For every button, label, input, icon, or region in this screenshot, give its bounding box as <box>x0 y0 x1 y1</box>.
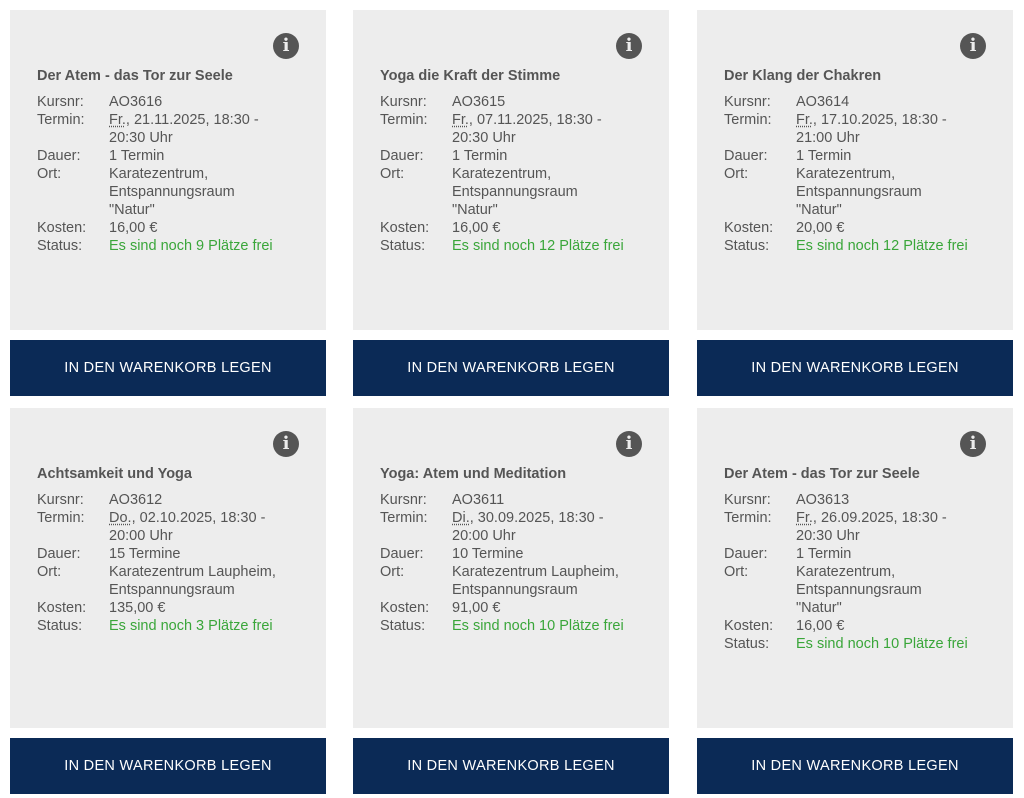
ort-line: "Natur" <box>109 202 155 218</box>
ort-line: "Natur" <box>452 202 498 218</box>
info-icon[interactable]: i <box>273 431 299 457</box>
course-card <box>10 10 326 396</box>
termin-end: 20:00 Uhr <box>452 528 516 544</box>
ort-label: Ort: <box>380 166 405 182</box>
course-details <box>724 93 993 255</box>
course-title: Der Atem - das Tor zur Seele <box>37 68 233 84</box>
course-details <box>380 93 649 255</box>
dauer-value: 1 Termin <box>109 148 165 164</box>
termin-label: Termin: <box>724 112 772 128</box>
kosten-label: Kosten: <box>724 220 774 236</box>
course-card-body <box>353 10 669 330</box>
ort-value <box>452 563 649 599</box>
dauer-label: Dauer: <box>380 546 424 562</box>
kursnr-value: AO3612 <box>109 492 163 508</box>
termin-start: , 21.11.2025, 18:30 - <box>125 112 259 128</box>
course-card-body <box>697 408 1013 728</box>
termin-end: 20:30 Uhr <box>796 528 860 544</box>
course-title: Achtsamkeit und Yoga <box>37 466 192 482</box>
course-card <box>353 408 669 794</box>
ort-value <box>796 563 993 617</box>
ort-line: Entspannungsraum <box>109 582 235 598</box>
kursnr-label: Kursnr: <box>37 94 84 110</box>
ort-label: Ort: <box>724 564 749 580</box>
termin-end: 20:30 Uhr <box>109 130 173 146</box>
add-to-cart-button[interactable]: IN DEN WARENKORB LEGEN <box>697 340 1013 396</box>
info-icon[interactable]: i <box>616 33 642 59</box>
termin-value <box>452 111 649 147</box>
kosten-value: 16,00 € <box>109 220 158 236</box>
termin-value <box>109 111 306 147</box>
kursnr-label: Kursnr: <box>37 492 84 508</box>
dauer-label: Dauer: <box>724 148 768 164</box>
info-icon[interactable]: i <box>960 33 986 59</box>
ort-label: Ort: <box>37 564 62 580</box>
status-label: Status: <box>37 618 83 634</box>
termin-value <box>109 509 306 545</box>
ort-line: "Natur" <box>796 600 842 616</box>
ort-line: Entspannungsraum <box>452 582 578 598</box>
dauer-value: 1 Termin <box>452 148 508 164</box>
course-card-body <box>10 408 326 728</box>
ort-line: Karatezentrum Laupheim, <box>109 564 276 580</box>
status-value: Es sind noch 3 Plätze frei <box>109 618 273 634</box>
termin-end: 21:00 Uhr <box>796 130 860 146</box>
kosten-label: Kosten: <box>37 220 87 236</box>
ort-line: Karatezentrum, <box>796 166 896 182</box>
termin-weekday: Fr. <box>796 112 813 128</box>
course-card <box>697 10 1013 396</box>
termin-label: Termin: <box>380 112 428 128</box>
status-value: Es sind noch 12 Plätze frei <box>452 238 624 254</box>
add-to-cart-button[interactable]: IN DEN WARENKORB LEGEN <box>10 738 326 794</box>
ort-line: Karatezentrum, <box>452 166 552 182</box>
kosten-value: 16,00 € <box>452 220 501 236</box>
ort-label: Ort: <box>37 166 62 182</box>
add-to-cart-button[interactable]: IN DEN WARENKORB LEGEN <box>10 340 326 396</box>
course-card-body <box>10 10 326 330</box>
kursnr-value: AO3614 <box>796 94 850 110</box>
dauer-label: Dauer: <box>380 148 424 164</box>
kosten-value: 16,00 € <box>796 618 845 634</box>
ort-value <box>109 165 306 219</box>
course-details <box>37 93 306 255</box>
status-label: Status: <box>380 618 426 634</box>
ort-value <box>452 165 649 219</box>
add-to-cart-button[interactable]: IN DEN WARENKORB LEGEN <box>353 738 669 794</box>
course-card-body <box>353 408 669 728</box>
status-label: Status: <box>724 636 770 652</box>
kosten-value: 20,00 € <box>796 220 845 236</box>
kursnr-label: Kursnr: <box>380 492 427 508</box>
kosten-value: 91,00 € <box>452 600 501 616</box>
termin-start: , 17.10.2025, 18:30 - <box>812 112 947 128</box>
course-title: Yoga die Kraft der Stimme <box>380 68 561 84</box>
course-card <box>697 408 1013 794</box>
ort-line: Entspannungsraum <box>796 184 922 200</box>
termin-start: , 07.11.2025, 18:30 - <box>468 112 602 128</box>
kursnr-label: Kursnr: <box>724 94 771 110</box>
course-card <box>353 10 669 396</box>
course-title: Yoga: Atem und Meditation <box>380 466 567 482</box>
dauer-value: 15 Termine <box>109 546 181 562</box>
course-title: Der Klang der Chakren <box>724 68 882 84</box>
course-card <box>10 408 326 794</box>
course-title: Der Atem - das Tor zur Seele <box>724 466 920 482</box>
termin-weekday: Fr. <box>109 112 126 128</box>
termin-end: 20:00 Uhr <box>109 528 173 544</box>
termin-start: , 02.10.2025, 18:30 - <box>131 510 266 526</box>
kursnr-label: Kursnr: <box>380 94 427 110</box>
kursnr-value: AO3613 <box>796 492 850 508</box>
ort-value <box>109 563 306 599</box>
termin-value <box>796 509 993 545</box>
termin-start: , 26.09.2025, 18:30 - <box>812 510 947 526</box>
course-card-body <box>697 10 1013 330</box>
status-value: Es sind noch 10 Plätze frei <box>796 636 968 652</box>
dauer-label: Dauer: <box>37 546 81 562</box>
kosten-label: Kosten: <box>380 600 430 616</box>
info-icon[interactable]: i <box>273 33 299 59</box>
termin-end: 20:30 Uhr <box>452 130 516 146</box>
ort-line: Karatezentrum, <box>109 166 209 182</box>
info-icon[interactable]: i <box>960 431 986 457</box>
termin-label: Termin: <box>37 112 85 128</box>
termin-label: Termin: <box>380 510 428 526</box>
termin-label: Termin: <box>37 510 85 526</box>
ort-line: Entspannungsraum <box>452 184 578 200</box>
add-to-cart-button[interactable]: IN DEN WARENKORB LEGEN <box>697 738 1013 794</box>
termin-label: Termin: <box>724 510 772 526</box>
kursnr-value: AO3615 <box>452 94 506 110</box>
kosten-value: 135,00 € <box>109 600 166 616</box>
dauer-label: Dauer: <box>37 148 81 164</box>
course-details <box>380 491 649 635</box>
termin-weekday: Do. <box>109 510 132 526</box>
status-value: Es sind noch 12 Plätze frei <box>796 238 968 254</box>
course-details <box>37 491 306 635</box>
termin-weekday: Fr. <box>452 112 469 128</box>
course-details <box>724 491 993 653</box>
ort-line: "Natur" <box>796 202 842 218</box>
ort-line: Entspannungsraum <box>796 582 922 598</box>
termin-weekday: Di. <box>452 510 470 526</box>
dauer-value: 1 Termin <box>796 546 852 562</box>
dauer-value: 1 Termin <box>796 148 852 164</box>
status-label: Status: <box>380 238 426 254</box>
termin-value <box>452 509 649 545</box>
ort-label: Ort: <box>380 564 405 580</box>
info-icon[interactable]: i <box>616 431 642 457</box>
kursnr-value: AO3616 <box>109 94 163 110</box>
kursnr-value: AO3611 <box>452 492 505 508</box>
termin-weekday: Fr. <box>796 510 813 526</box>
add-to-cart-button[interactable]: IN DEN WARENKORB LEGEN <box>353 340 669 396</box>
ort-value <box>796 165 993 219</box>
status-label: Status: <box>37 238 83 254</box>
ort-label: Ort: <box>724 166 749 182</box>
status-value: Es sind noch 9 Plätze frei <box>109 238 273 254</box>
ort-line: Karatezentrum, <box>796 564 896 580</box>
status-label: Status: <box>724 238 770 254</box>
status-value: Es sind noch 10 Plätze frei <box>452 618 624 634</box>
ort-line: Entspannungsraum <box>109 184 235 200</box>
kosten-label: Kosten: <box>380 220 430 236</box>
kursnr-label: Kursnr: <box>724 492 771 508</box>
termin-value <box>796 111 993 147</box>
ort-line: Karatezentrum Laupheim, <box>452 564 619 580</box>
kosten-label: Kosten: <box>724 618 774 634</box>
kosten-label: Kosten: <box>37 600 87 616</box>
dauer-value: 10 Termine <box>452 546 524 562</box>
termin-start: , 30.09.2025, 18:30 - <box>469 510 604 526</box>
dauer-label: Dauer: <box>724 546 768 562</box>
